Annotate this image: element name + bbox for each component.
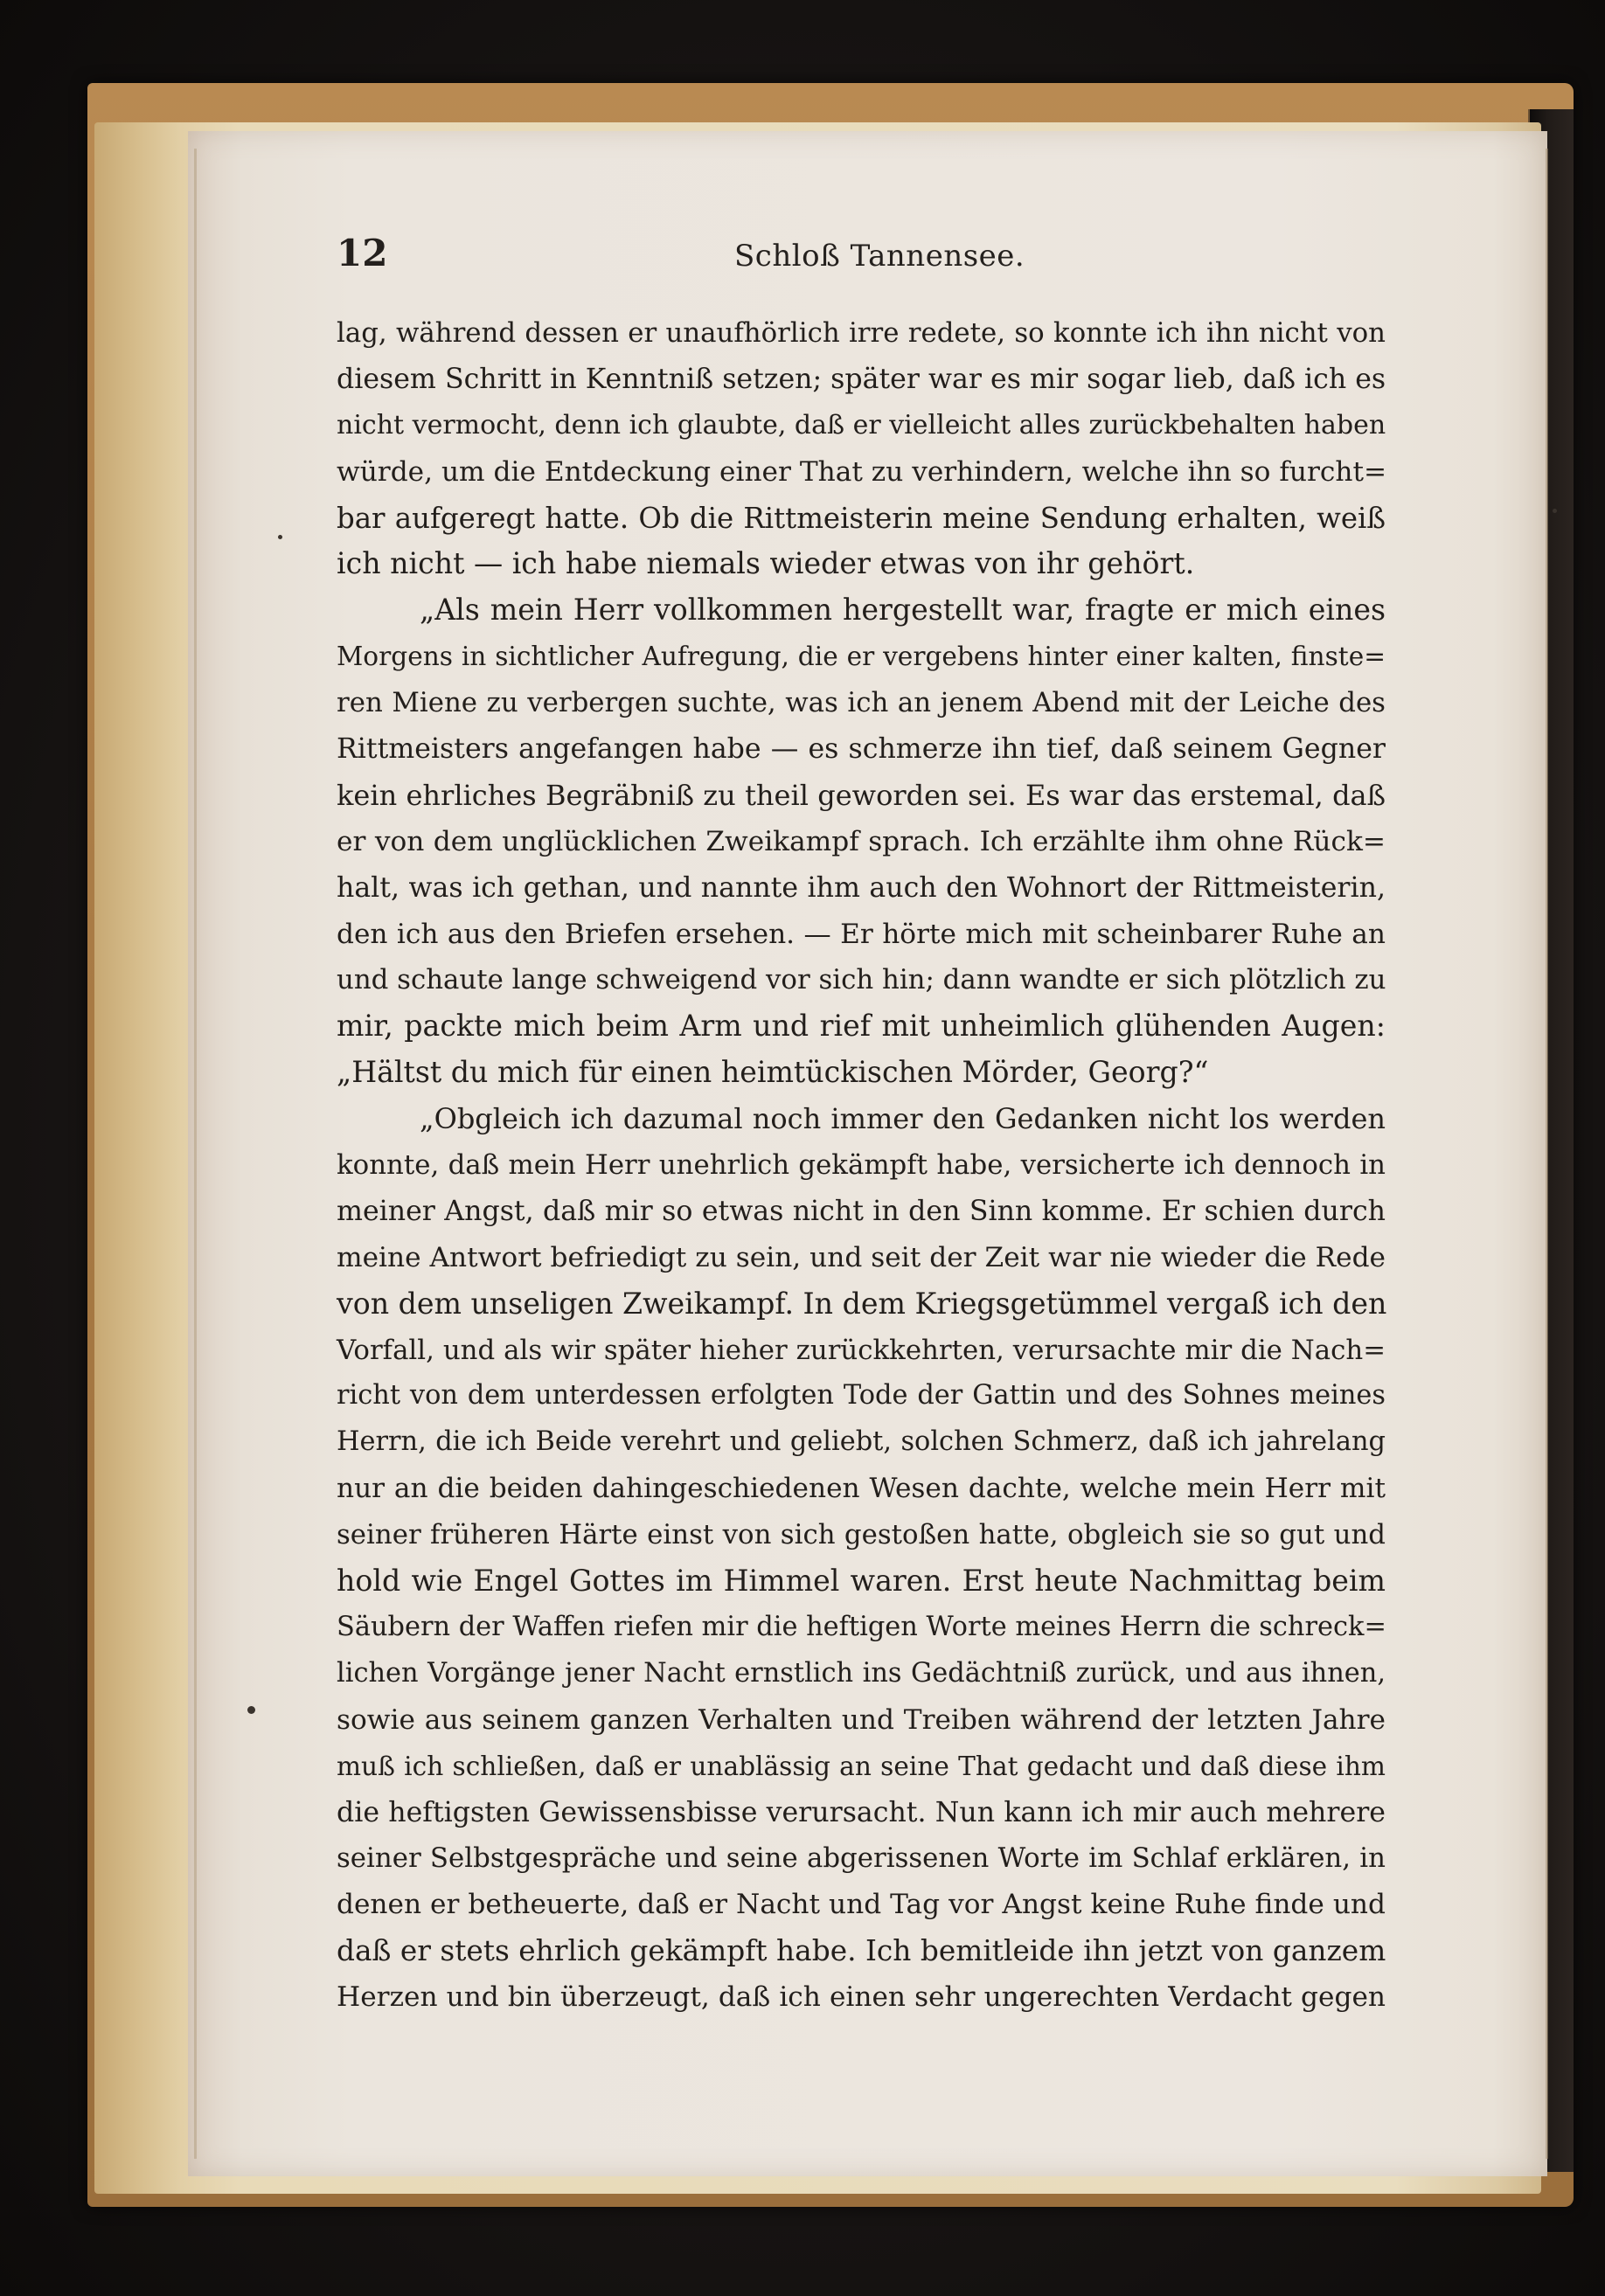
text-line: Vorfall, und als wir später hieher zurückkehrten, verursachte mir die Nach=: [337, 1334, 1386, 1366]
text-line: seiner früheren Härte einst von sich gestoßen hatte, obgleich sie so gut und: [337, 1519, 1386, 1551]
text-line: die heftigsten Gewissensbisse verursacht. Nun kann ich mir auch mehrere: [337, 1796, 1386, 1828]
text-line: von dem unseligen Zweikampf. In dem Kriegsgetümmel vergaß ich den: [337, 1286, 1387, 1321]
text-line: konnte, daß mein Herr unehrlich gekämpft habe, versicherte ich dennoch in: [337, 1149, 1386, 1182]
text-line: denen er betheuerte, daß er Nacht und Tag vor Angst keine Ruhe finde und: [337, 1889, 1386, 1921]
text-line: „Hältst du mich für einen heimtückischen Mörder, Georg?“: [337, 1055, 1209, 1090]
page-header: [337, 232, 1386, 284]
text-line: lag, während dessen er unaufhörlich irre redete, so konnte ich ihn nicht von: [337, 317, 1386, 349]
text-line: diesem Schritt in Kenntniß setzen; später war es mir sogar lieb, daß ich es: [337, 363, 1386, 395]
text-line: muß ich schließen, daß er unablässig an seine That gedacht und daß diese ihm: [337, 1751, 1386, 1781]
text-line: sowie aus seinem ganzen Verhalten und Treiben während der letzten Jahre: [337, 1703, 1386, 1736]
speck: [247, 1706, 255, 1714]
text-line: Rittmeisters angefangen habe — es schmerze ihn tief, daß seinem Gegner: [337, 733, 1386, 766]
text-line: Säubern der Waffen riefen mir die heftigen Worte meines Herrn die schreck=: [337, 1611, 1386, 1642]
text-line: daß er stets ehrlich gekämpft habe. Ich bemitleide ihn jetzt von ganzem: [337, 1934, 1386, 1968]
text-line: meine Antwort befriedigt zu sein, und seit der Zeit war nie wieder die Rede: [337, 1241, 1386, 1273]
text-line: Morgens in sichtlicher Aufregung, die er vergebens hinter einer kalten, finste=: [337, 642, 1386, 672]
text-line: mir, packte mich beim Arm und rief mit unheimlich glühenden Augen:: [337, 1009, 1386, 1044]
body-text: [337, 310, 1386, 2021]
text-line: richt von dem unterdessen erfolgten Tode der Gattin und des Sohnes meines: [337, 1380, 1386, 1412]
text-line: nur an die beiden dahingeschiedenen Wesen dachte, welche mein Herr mit: [337, 1473, 1386, 1505]
running-title: Schloß Tannensee.: [734, 239, 1025, 274]
text-line: „Obgleich ich dazumal noch immer den Gedanken nicht los werden: [420, 1102, 1386, 1136]
outer-edge-line: [1546, 149, 1548, 2159]
text-line: ren Miene zu verbergen suchte, was ich an jenem Abend mit der Leiche des: [337, 687, 1386, 719]
text-line: hold wie Engel Gottes im Himmel waren. Erst heute Nachmittag beim: [337, 1564, 1386, 1599]
text-line: er von dem unglücklichen Zweikampf sprach. Ich erzählte ihm ohne Rück=: [337, 825, 1386, 857]
text-line: lichen Vorgänge jener Nacht ernstlich ins Gedächtniß zurück, und aus ihnen,: [337, 1657, 1386, 1689]
text-line: und schaute lange schweigend vor sich hin; dann wandte er sich plötzlich zu: [337, 964, 1386, 996]
text-line: Herzen und bin überzeugt, daß ich einen sehr ungerechten Verdacht gegen: [337, 1981, 1386, 2014]
text-line: Herrn, die ich Beide verehrt und geliebt, solchen Schmerz, daß ich jahrelang: [337, 1426, 1386, 1458]
text-line: ich nicht — ich habe niemals wieder etwas von ihr gehört.: [337, 546, 1195, 581]
page-number: 12: [337, 232, 388, 274]
text-line: seiner Selbstgespräche und seine abgerissenen Worte im Schlaf erklären, in: [337, 1842, 1386, 1875]
speck: [1553, 509, 1557, 513]
text-line: den ich aus den Briefen ersehen. — Er hörte mich mit scheinbarer Ruhe an: [337, 918, 1386, 950]
speck: [278, 535, 282, 539]
text-line: halt, was ich gethan, und nannte ihm auch den Wohnort der Rittmeisterin,: [337, 871, 1386, 904]
text-line: bar aufgeregt hatte. Ob die Rittmeisterin meine Sendung erhalten, weiß: [337, 501, 1386, 535]
text-line: meiner Angst, daß mir so etwas nicht in den Sinn komme. Er schien durch: [337, 1195, 1386, 1227]
text-line: „Als mein Herr vollkommen hergestellt war, fragte er mich eines: [420, 593, 1386, 628]
gutter-edge-line: [194, 149, 197, 2159]
text-line: würde, um die Entdeckung einer That zu verhindern, welche ihn so furcht=: [337, 455, 1387, 488]
text-line: nicht vermocht, denn ich glaubte, daß er vielleicht alles zurückbehalten haben: [337, 409, 1386, 440]
text-line: kein ehrliches Begräbniß zu theil geworden sei. Es war das erstemal, daß: [337, 778, 1386, 812]
